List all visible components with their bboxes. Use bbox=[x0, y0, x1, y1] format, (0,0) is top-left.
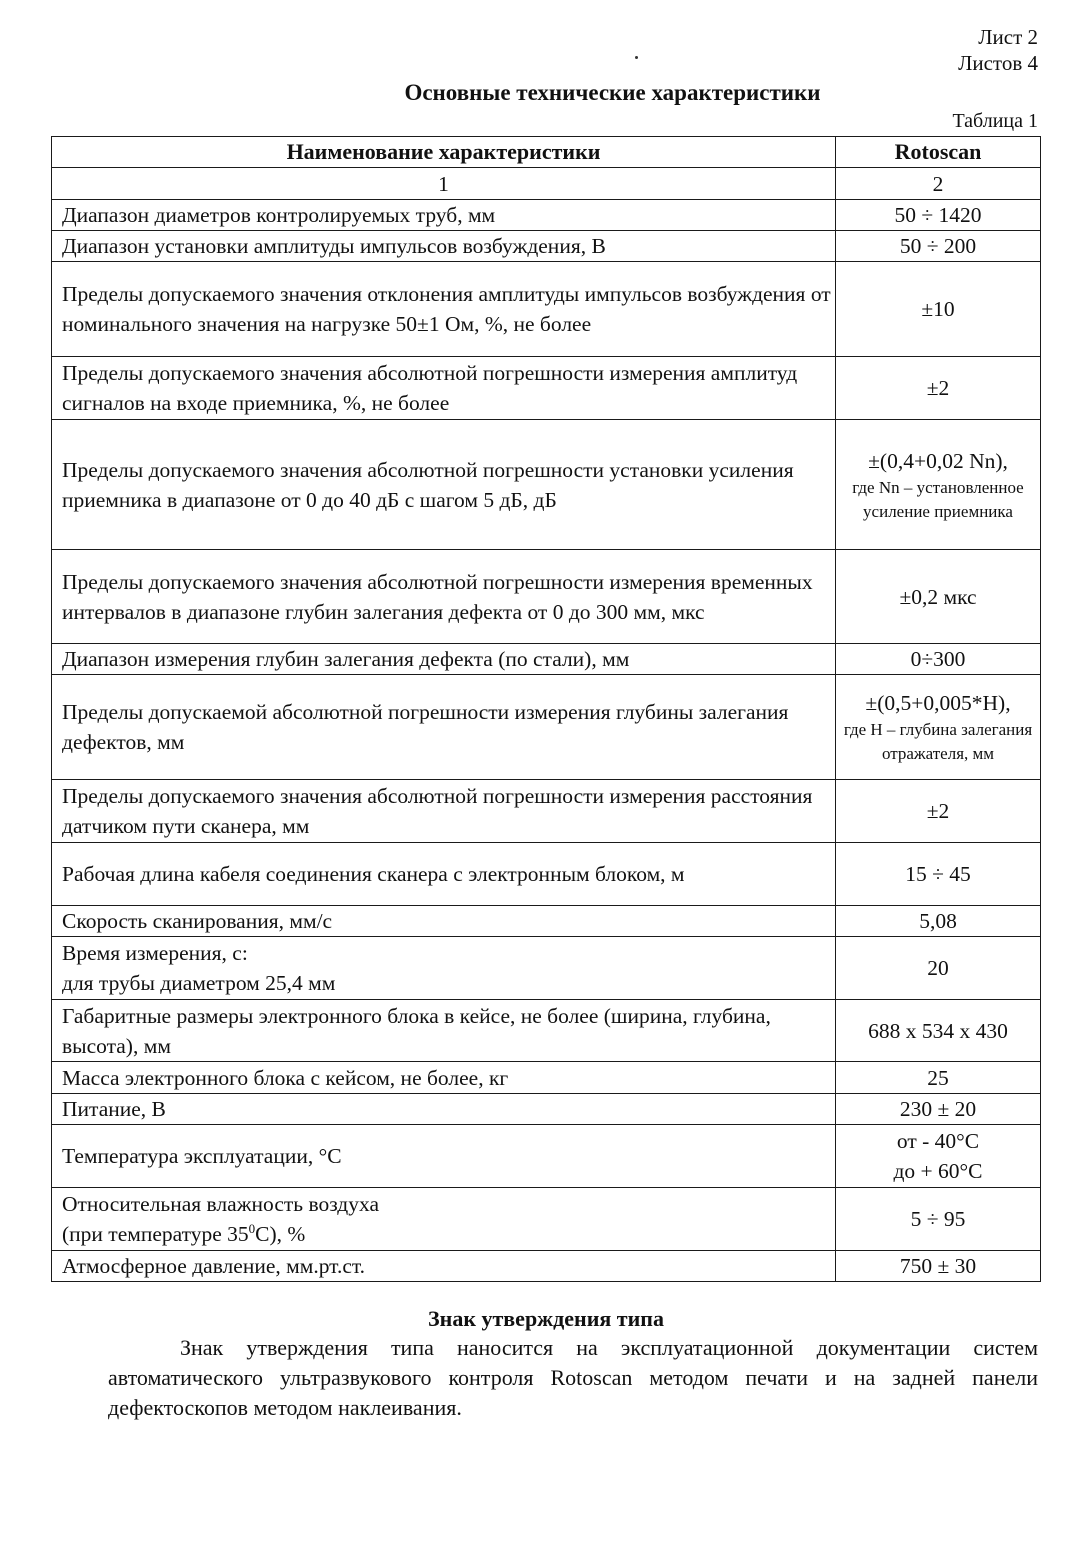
table-row bbox=[52, 644, 1041, 675]
table-row bbox=[52, 843, 1041, 906]
row-value: 5,08 bbox=[836, 906, 1041, 937]
row-value: ±2 bbox=[836, 780, 1041, 843]
table-row bbox=[52, 1000, 1041, 1062]
row-value-cell bbox=[836, 675, 1041, 780]
row-name: Пределы допускаемого значения абсолютной погрешности измерения амплитуд сигналов на входе приемника, %, не более bbox=[52, 357, 836, 420]
row-name: Скорость сканирования, мм/с bbox=[52, 906, 836, 937]
row-name: Масса электронного блока с кейсом, не более, кг bbox=[52, 1062, 836, 1094]
table-row bbox=[52, 937, 1041, 1000]
table-row bbox=[52, 550, 1041, 644]
row-value: ±2 bbox=[836, 357, 1041, 420]
row-value-note: где H – глубина залегания отражателя, мм bbox=[843, 720, 1033, 763]
row-value: 20 bbox=[836, 937, 1041, 1000]
sheet-number: Лист 2 bbox=[978, 25, 1038, 49]
row-name: Рабочая длина кабеля соединения сканера с электронным блоком, м bbox=[52, 843, 836, 906]
row-name: Пределы допускаемого значения абсолютной погрешности установки усиления приемника в диапазоне от 0 до 40 дБ с шагом 5 дБ, дБ bbox=[52, 420, 836, 550]
table-row bbox=[52, 1188, 1041, 1251]
specifications-table bbox=[51, 136, 1041, 1282]
row-value: 5 ÷ 95 bbox=[836, 1188, 1041, 1251]
approval-section-title: Знак утверждения типа bbox=[428, 1306, 664, 1331]
table-row bbox=[52, 1094, 1041, 1125]
row-value: 50 ÷ 200 bbox=[836, 231, 1041, 262]
row-value-note: где Nn – установленное усиление приемника bbox=[852, 477, 1024, 521]
table-row bbox=[52, 675, 1041, 780]
row-name: Пределы допускаемого значения абсолютной погрешности измерения расстояния датчиком пути сканера, мм bbox=[52, 780, 836, 843]
row-value-line1: от - 40°С bbox=[896, 1129, 980, 1153]
row-name-line2 bbox=[62, 1219, 835, 1249]
row-name-line2: для трубы диаметром 25,4 мм bbox=[62, 971, 336, 995]
row-name: Пределы допускаемого значения отклонения амплитуды импульсов возбуждения от номинального значения на нагрузке 50±1 Ом, %, не более bbox=[52, 262, 836, 357]
table-row bbox=[52, 1062, 1041, 1094]
row-value: ±(0,4+0,02 Nn), bbox=[868, 448, 1008, 473]
column-index-1: 1 bbox=[52, 168, 836, 200]
column-header-rotoscan: Rotoscan bbox=[836, 137, 1041, 168]
row-name: Диапазон измерения глубин залегания дефекта (по стали), мм bbox=[52, 644, 836, 675]
row-name: Атмосферное давление, мм.рт.ст. bbox=[52, 1251, 836, 1282]
row-value-line2: до + 60°С bbox=[893, 1159, 983, 1183]
row-name: Габаритные размеры электронного блока в кейсе, не более (ширина, глубина, высота), мм bbox=[52, 1000, 836, 1062]
row-name-cell bbox=[52, 937, 836, 1000]
row-value-cell bbox=[836, 420, 1041, 550]
row-name: Температура эксплуатации, °С bbox=[52, 1125, 836, 1188]
row-value-cell bbox=[836, 1125, 1041, 1188]
row-value: 15 ÷ 45 bbox=[836, 843, 1041, 906]
page-title: Основные технические характеристики bbox=[404, 80, 821, 105]
table-label: Таблица 1 bbox=[952, 110, 1038, 132]
row-name: Пределы допускаемого значения абсолютной погрешности измерения временных интервалов в диапазоне глубин залегания дефекта от 0 до 300 мм, мкс bbox=[52, 550, 836, 644]
table-row bbox=[52, 420, 1041, 550]
row-name-line2-text: (при температуре 35 bbox=[62, 1222, 249, 1246]
table-row bbox=[52, 1125, 1041, 1188]
row-name-cell bbox=[52, 1188, 836, 1251]
row-name: Диапазон диаметров контролируемых труб, мм bbox=[52, 200, 836, 231]
row-name-line1: Время измерения, с: bbox=[62, 941, 248, 965]
superscript-degree: 0 bbox=[248, 1220, 256, 1236]
row-name: Питание, В bbox=[52, 1094, 836, 1125]
table-row bbox=[52, 906, 1041, 937]
row-name-line1: Относительная влажность воздуха bbox=[62, 1192, 380, 1216]
table-row bbox=[52, 262, 1041, 357]
row-name-line2-text-end: С), % bbox=[255, 1222, 306, 1246]
row-value: 50 ÷ 1420 bbox=[836, 200, 1041, 231]
row-value: 0÷300 bbox=[836, 644, 1041, 675]
column-index-row bbox=[52, 168, 1041, 200]
row-value: ±10 bbox=[836, 262, 1041, 357]
table-row bbox=[52, 780, 1041, 843]
row-value: ±(0,5+0,005*H), bbox=[865, 691, 1011, 715]
column-index-2: 2 bbox=[836, 168, 1041, 200]
row-value: 688 x 534 x 430 bbox=[836, 1000, 1041, 1062]
row-value: 230 ± 20 bbox=[836, 1094, 1041, 1125]
scan-speck bbox=[635, 56, 638, 59]
table-row bbox=[52, 231, 1041, 262]
table-row bbox=[52, 357, 1041, 420]
approval-section-text: Знак утверждения типа наносится на эксплуатационной документации систем автоматического ультразвукового контроля Rotoscan методом печати и на задней панели дефектоскопов методом наклеивания. bbox=[108, 1335, 1038, 1420]
row-name: Пределы допускаемой абсолютной погрешности измерения глубины залегания дефектов, мм bbox=[52, 675, 836, 780]
column-header-name: Наименование характеристики bbox=[52, 137, 836, 168]
row-value: ±0,2 мкс bbox=[836, 550, 1041, 644]
table-row bbox=[52, 1251, 1041, 1282]
table-row bbox=[52, 200, 1041, 231]
row-name: Диапазон установки амплитуды импульсов возбуждения, В bbox=[52, 231, 836, 262]
table-header-row bbox=[52, 137, 1041, 168]
row-value: 750 ± 30 bbox=[836, 1251, 1041, 1282]
row-value: 25 bbox=[836, 1062, 1041, 1094]
sheet-total: Листов 4 bbox=[958, 51, 1038, 75]
